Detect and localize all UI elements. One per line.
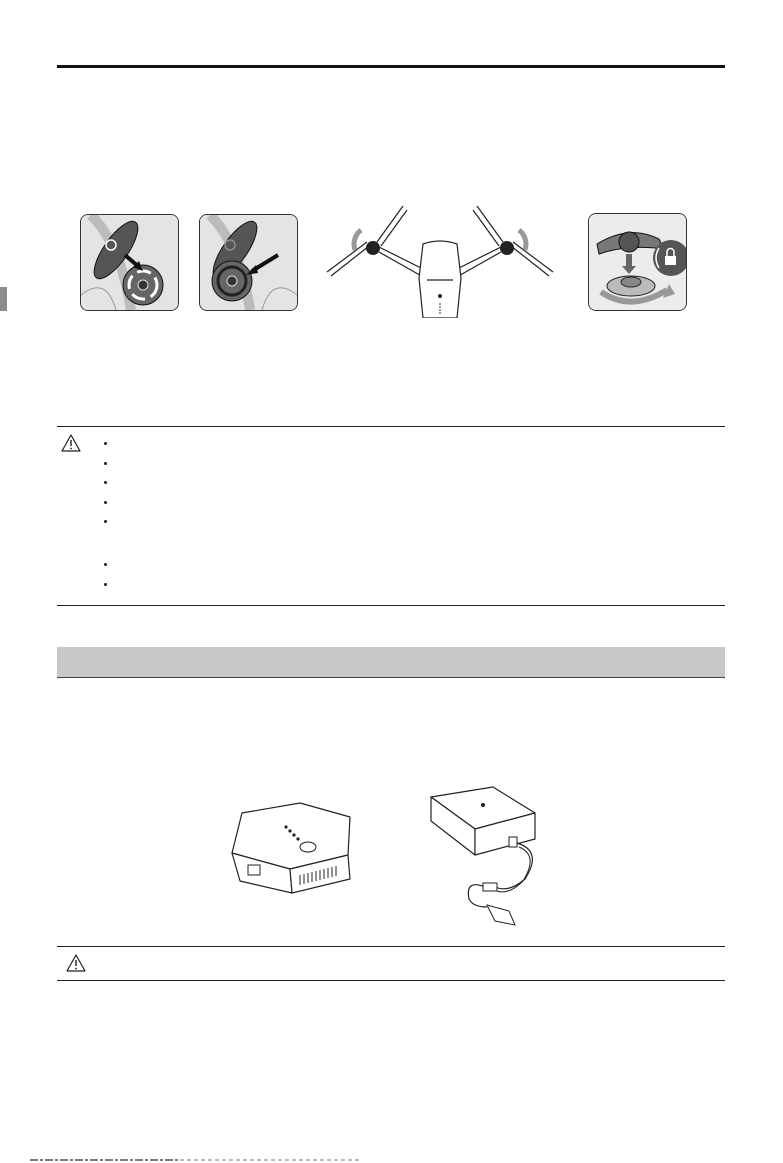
charger-illustration [425, 783, 540, 928]
warning-bullet [100, 475, 116, 495]
battery-note-block [57, 946, 725, 981]
propeller-unmarked-motor-photo [199, 214, 298, 311]
battery-illustration [228, 795, 358, 895]
chapter-side-tab [0, 287, 7, 311]
drone-top-view-illustration [315, 200, 565, 318]
propeller-mounting-photo [588, 213, 687, 311]
warning-triangle-icon [61, 434, 81, 452]
section-header-bar [57, 647, 725, 678]
warning-bullet [100, 456, 116, 476]
warning-bullet [100, 514, 116, 557]
bottom-edge-strip [30, 1157, 360, 1163]
warning-bullet [100, 495, 116, 515]
warning-triangle-icon [66, 954, 86, 972]
top-rule [57, 65, 725, 68]
warning-bullet-list [100, 436, 116, 596]
warning-bullet [100, 557, 116, 577]
propeller-marked-motor-photo [80, 214, 179, 311]
propeller-warning-block [57, 426, 725, 606]
warning-bullet [100, 436, 116, 456]
warning-bullet [100, 577, 116, 597]
